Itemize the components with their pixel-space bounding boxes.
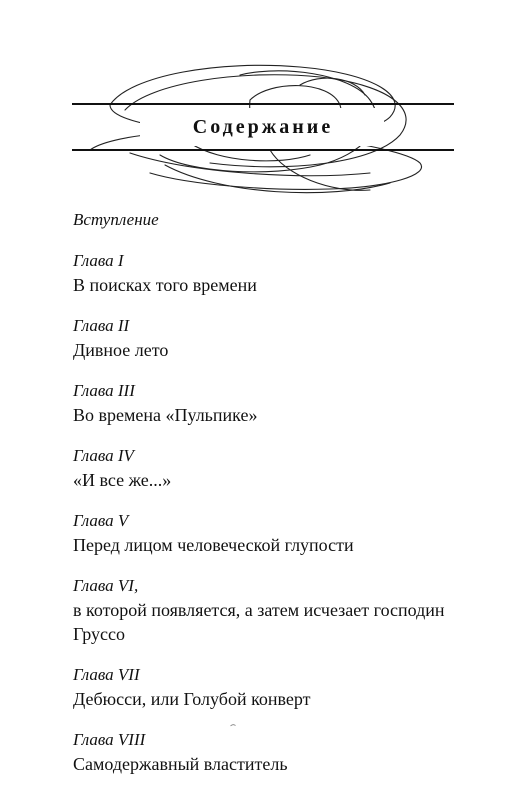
toc-entry-chapter-8[interactable] bbox=[73, 728, 463, 776]
toc-intro[interactable]: Вступление bbox=[73, 210, 159, 229]
chapter-title: В поисках того времени bbox=[73, 275, 257, 295]
chapter-title: Дебюсси, или Голубой конверт bbox=[73, 689, 311, 709]
chapter-title: «И все же...» bbox=[73, 470, 172, 490]
table-of-contents bbox=[73, 208, 463, 793]
page-title: Содержание bbox=[192, 116, 334, 138]
chapter-label: Глава I bbox=[73, 251, 124, 270]
toc-entry-chapter-7[interactable] bbox=[73, 663, 463, 711]
chapter-label: Глава VII bbox=[73, 665, 140, 684]
toc-entry-chapter-3[interactable] bbox=[73, 379, 463, 427]
chapter-label: Глава IV bbox=[73, 446, 134, 465]
ink-speck bbox=[230, 724, 236, 727]
chapter-title: в которой появляется, а затем исчезает господин Груссо bbox=[73, 600, 445, 644]
chapter-label: Глава V bbox=[73, 511, 129, 530]
chapter-title: Дивное лето bbox=[73, 340, 169, 360]
chapter-title: Самодержавный властитель bbox=[73, 754, 288, 774]
chapter-label: Глава III bbox=[73, 381, 135, 400]
toc-entry-chapter-2[interactable] bbox=[73, 314, 463, 362]
toc-entry-chapter-1[interactable] bbox=[73, 249, 463, 297]
chapter-title: Во времена «Пульпике» bbox=[73, 405, 258, 425]
chapter-title: Перед лицом человеческой глупости bbox=[73, 535, 354, 555]
header-rule-bottom bbox=[72, 149, 454, 151]
chapter-label: Глава VI, bbox=[73, 576, 139, 595]
toc-entry-chapter-4[interactable] bbox=[73, 444, 463, 492]
chapter-label: Глава VIII bbox=[73, 730, 146, 749]
chapter-label: Глава II bbox=[73, 316, 130, 335]
header-rule-top bbox=[72, 103, 454, 105]
toc-entry-chapter-6[interactable] bbox=[73, 574, 463, 646]
toc-entry-chapter-5[interactable] bbox=[73, 509, 463, 557]
